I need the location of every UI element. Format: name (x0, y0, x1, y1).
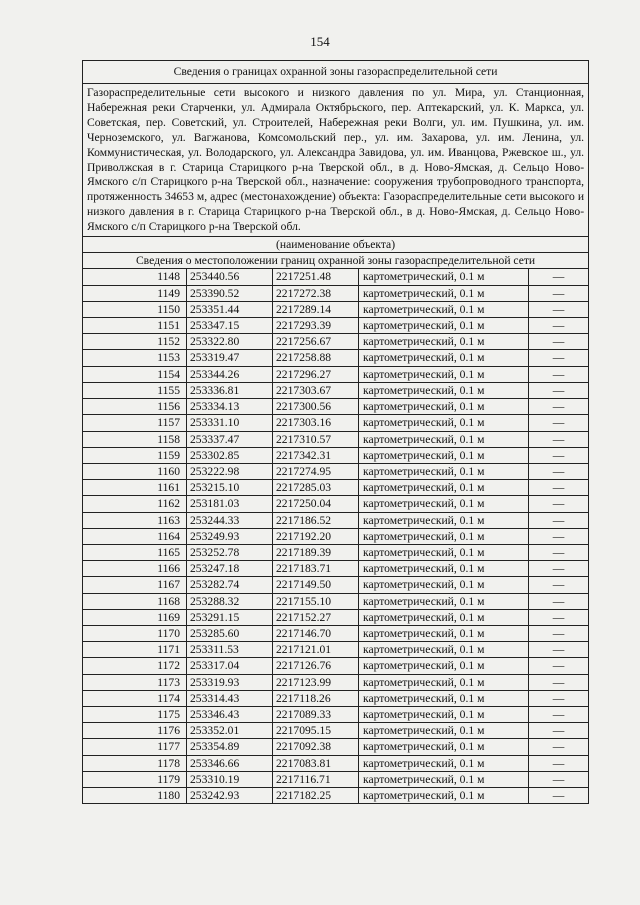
point-number-cell: 1170 (83, 625, 187, 641)
y-coordinate-cell: 2217296.27 (273, 366, 359, 382)
y-coordinate-cell: 2217083.81 (273, 755, 359, 771)
boundary-table (82, 60, 589, 804)
point-number-cell: 1172 (83, 658, 187, 674)
point-number-cell: 1166 (83, 561, 187, 577)
point-number-cell: 1149 (83, 285, 187, 301)
x-coordinate-cell: 253352.01 (187, 723, 273, 739)
method-cell: картометрический, 0.1 м (359, 334, 529, 350)
note-cell: — (529, 674, 589, 690)
note-cell: — (529, 771, 589, 787)
x-coordinate-cell: 253291.15 (187, 609, 273, 625)
note-cell: — (529, 706, 589, 722)
point-number-cell: 1162 (83, 496, 187, 512)
note-cell: — (529, 528, 589, 544)
y-coordinate-cell: 2217303.16 (273, 415, 359, 431)
point-number-cell: 1165 (83, 544, 187, 560)
note-cell: — (529, 658, 589, 674)
method-cell: картометрический, 0.1 м (359, 706, 529, 722)
method-cell: картометрический, 0.1 м (359, 625, 529, 641)
x-coordinate-cell: 253244.33 (187, 512, 273, 528)
table-row (83, 787, 589, 803)
point-number-cell: 1161 (83, 480, 187, 496)
x-coordinate-cell: 253347.15 (187, 318, 273, 334)
y-coordinate-cell: 2217274.95 (273, 463, 359, 479)
x-coordinate-cell: 253282.74 (187, 577, 273, 593)
method-cell: картометрический, 0.1 м (359, 285, 529, 301)
x-coordinate-cell: 253285.60 (187, 625, 273, 641)
y-coordinate-cell: 2217300.56 (273, 399, 359, 415)
point-number-cell: 1158 (83, 431, 187, 447)
point-number-cell: 1176 (83, 723, 187, 739)
x-coordinate-cell: 253310.19 (187, 771, 273, 787)
point-number-cell: 1179 (83, 771, 187, 787)
table-row (83, 577, 589, 593)
x-coordinate-cell: 253346.43 (187, 706, 273, 722)
point-number-cell: 1167 (83, 577, 187, 593)
note-cell: — (529, 544, 589, 560)
table-row (83, 480, 589, 496)
note-cell: — (529, 739, 589, 755)
table-row (83, 755, 589, 771)
point-number-cell: 1163 (83, 512, 187, 528)
y-coordinate-cell: 2217152.27 (273, 609, 359, 625)
note-cell: — (529, 577, 589, 593)
table-row (83, 739, 589, 755)
point-number-cell: 1177 (83, 739, 187, 755)
x-coordinate-cell: 253319.93 (187, 674, 273, 690)
table-row (83, 285, 589, 301)
table-row (83, 512, 589, 528)
note-cell: — (529, 350, 589, 366)
note-cell: — (529, 463, 589, 479)
y-coordinate-cell: 2217123.99 (273, 674, 359, 690)
method-cell: картометрический, 0.1 м (359, 528, 529, 544)
location-header: Сведения о местоположении границ охранной зоны газораспределительной сети (83, 253, 589, 269)
point-number-cell: 1178 (83, 755, 187, 771)
x-coordinate-cell: 253346.66 (187, 755, 273, 771)
table-row (83, 318, 589, 334)
table-row (83, 544, 589, 560)
note-cell: — (529, 642, 589, 658)
x-coordinate-cell: 253354.89 (187, 739, 273, 755)
method-cell: картометрический, 0.1 м (359, 674, 529, 690)
y-coordinate-cell: 2217126.76 (273, 658, 359, 674)
table-row (83, 431, 589, 447)
x-coordinate-cell: 253314.43 (187, 690, 273, 706)
object-caption: (наименование объекта) (83, 237, 589, 253)
point-number-cell: 1160 (83, 463, 187, 479)
x-coordinate-cell: 253222.98 (187, 463, 273, 479)
method-cell: картометрический, 0.1 м (359, 739, 529, 755)
point-number-cell: 1152 (83, 334, 187, 350)
table-row (83, 301, 589, 317)
note-cell: — (529, 431, 589, 447)
table-row (83, 350, 589, 366)
method-cell: картометрический, 0.1 м (359, 399, 529, 415)
method-cell: картометрический, 0.1 м (359, 755, 529, 771)
location-header-row (83, 253, 589, 269)
object-description: Газораспределительные сети высокого и низкого давления по ул. Мира, ул. Станционная, Набережная реки Старченки, ул. Адмирала Октябрьского, пер. Аптекарский, ул. К. Маркса, ул. Советская, пер. Советский, ул. Строителей, Набережная реки Волги, ул. им. Пушкина, ул. им. Черноземского, ул. Вагжанова, Комсомольский пер., ул. им. Захарова, ул. им. Ленина, ул. Коммунистическая, ул. Володарского, ул. Александра Завидова, ул. им. Иванцова, Ржевское ш., ул. Приволжская в г. Старица Старицкого р-на Тверской обл., в д. Ново-Ямская, д. Сельцо Ново-Ямского с/п Старицкого р-на Тверской обл., назначение: сооружения трубопроводного транспорта, протяженность 34653 м, адрес (местонахождение) объекта: Газораспределительные сети высокого и низкого давления в г. Старица Старицкого р-на Тверской обл., в д. Ново-Ямская, д. Сельцо Ново-Ямского с/п Старицкого р-на Тверской обл. (83, 84, 589, 237)
table-row (83, 561, 589, 577)
point-number-cell: 1155 (83, 382, 187, 398)
method-cell: картометрический, 0.1 м (359, 690, 529, 706)
note-cell: — (529, 723, 589, 739)
table-row (83, 382, 589, 398)
table-row (83, 447, 589, 463)
point-number-cell: 1173 (83, 674, 187, 690)
x-coordinate-cell: 253336.81 (187, 382, 273, 398)
note-cell: — (529, 787, 589, 803)
note-cell: — (529, 366, 589, 382)
y-coordinate-cell: 2217289.14 (273, 301, 359, 317)
x-coordinate-cell: 253337.47 (187, 431, 273, 447)
y-coordinate-cell: 2217192.20 (273, 528, 359, 544)
table-row (83, 415, 589, 431)
x-coordinate-cell: 253215.10 (187, 480, 273, 496)
table-row (83, 366, 589, 382)
point-number-cell: 1164 (83, 528, 187, 544)
y-coordinate-cell: 2217095.15 (273, 723, 359, 739)
note-cell: — (529, 285, 589, 301)
x-coordinate-cell: 253322.80 (187, 334, 273, 350)
note-cell: — (529, 625, 589, 641)
method-cell: картометрический, 0.1 м (359, 415, 529, 431)
method-cell: картометрический, 0.1 м (359, 301, 529, 317)
note-cell: — (529, 480, 589, 496)
note-cell: — (529, 318, 589, 334)
method-cell: картометрический, 0.1 м (359, 593, 529, 609)
y-coordinate-cell: 2217293.39 (273, 318, 359, 334)
x-coordinate-cell: 253351.44 (187, 301, 273, 317)
y-coordinate-cell: 2217310.57 (273, 431, 359, 447)
y-coordinate-cell: 2217285.03 (273, 480, 359, 496)
table-row (83, 723, 589, 739)
point-number-cell: 1150 (83, 301, 187, 317)
y-coordinate-cell: 2217189.39 (273, 544, 359, 560)
x-coordinate-cell: 253288.32 (187, 593, 273, 609)
y-coordinate-cell: 2217186.52 (273, 512, 359, 528)
method-cell: картометрический, 0.1 м (359, 787, 529, 803)
method-cell: картометрический, 0.1 м (359, 544, 529, 560)
table-row (83, 463, 589, 479)
note-cell: — (529, 415, 589, 431)
description-row (83, 84, 589, 237)
note-cell: — (529, 447, 589, 463)
x-coordinate-cell: 253247.18 (187, 561, 273, 577)
table-row (83, 528, 589, 544)
object-caption-row (83, 237, 589, 253)
x-coordinate-cell: 253311.53 (187, 642, 273, 658)
method-cell: картометрический, 0.1 м (359, 723, 529, 739)
point-number-cell: 1169 (83, 609, 187, 625)
table-row (83, 625, 589, 641)
y-coordinate-cell: 2217155.10 (273, 593, 359, 609)
method-cell: картометрический, 0.1 м (359, 512, 529, 528)
method-cell: картометрический, 0.1 м (359, 609, 529, 625)
y-coordinate-cell: 2217149.50 (273, 577, 359, 593)
table-row (83, 674, 589, 690)
x-coordinate-cell: 253181.03 (187, 496, 273, 512)
table-row (83, 706, 589, 722)
method-cell: картометрический, 0.1 м (359, 350, 529, 366)
method-cell: картометрический, 0.1 м (359, 561, 529, 577)
method-cell: картометрический, 0.1 м (359, 658, 529, 674)
y-coordinate-cell: 2217121.01 (273, 642, 359, 658)
note-cell: — (529, 593, 589, 609)
x-coordinate-cell: 253317.04 (187, 658, 273, 674)
x-coordinate-cell: 253252.78 (187, 544, 273, 560)
page-number: 154 (310, 34, 330, 49)
note-cell: — (529, 609, 589, 625)
note-cell: — (529, 301, 589, 317)
note-cell: — (529, 512, 589, 528)
method-cell: картометрический, 0.1 м (359, 463, 529, 479)
note-cell: — (529, 755, 589, 771)
method-cell: картометрический, 0.1 м (359, 269, 529, 285)
y-coordinate-cell: 2217272.38 (273, 285, 359, 301)
note-cell: — (529, 561, 589, 577)
y-coordinate-cell: 2217342.31 (273, 447, 359, 463)
method-cell: картометрический, 0.1 м (359, 431, 529, 447)
x-coordinate-cell: 253344.26 (187, 366, 273, 382)
table-row (83, 334, 589, 350)
point-number-cell: 1157 (83, 415, 187, 431)
point-number-cell: 1168 (83, 593, 187, 609)
x-coordinate-cell: 253334.13 (187, 399, 273, 415)
table-row (83, 642, 589, 658)
table-row (83, 399, 589, 415)
point-number-cell: 1174 (83, 690, 187, 706)
note-cell: — (529, 496, 589, 512)
note-cell: — (529, 690, 589, 706)
method-cell: картометрический, 0.1 м (359, 771, 529, 787)
note-cell: — (529, 334, 589, 350)
title-row (83, 61, 589, 84)
y-coordinate-cell: 2217182.25 (273, 787, 359, 803)
method-cell: картометрический, 0.1 м (359, 480, 529, 496)
note-cell: — (529, 269, 589, 285)
table-row (83, 690, 589, 706)
y-coordinate-cell: 2217116.71 (273, 771, 359, 787)
point-number-cell: 1154 (83, 366, 187, 382)
x-coordinate-cell: 253331.10 (187, 415, 273, 431)
method-cell: картометрический, 0.1 м (359, 366, 529, 382)
point-number-cell: 1153 (83, 350, 187, 366)
table-row (83, 609, 589, 625)
method-cell: картометрический, 0.1 м (359, 318, 529, 334)
y-coordinate-cell: 2217256.67 (273, 334, 359, 350)
x-coordinate-cell: 253302.85 (187, 447, 273, 463)
x-coordinate-cell: 253440.56 (187, 269, 273, 285)
table-row (83, 269, 589, 285)
x-coordinate-cell: 253319.47 (187, 350, 273, 366)
y-coordinate-cell: 2217303.67 (273, 382, 359, 398)
note-cell: — (529, 382, 589, 398)
x-coordinate-cell: 253249.93 (187, 528, 273, 544)
y-coordinate-cell: 2217146.70 (273, 625, 359, 641)
point-number-cell: 1159 (83, 447, 187, 463)
method-cell: картометрический, 0.1 м (359, 447, 529, 463)
point-number-cell: 1156 (83, 399, 187, 415)
y-coordinate-cell: 2217092.38 (273, 739, 359, 755)
y-coordinate-cell: 2217258.88 (273, 350, 359, 366)
point-number-cell: 1148 (83, 269, 187, 285)
method-cell: картометрический, 0.1 м (359, 577, 529, 593)
y-coordinate-cell: 2217251.48 (273, 269, 359, 285)
y-coordinate-cell: 2217118.26 (273, 690, 359, 706)
point-number-cell: 1180 (83, 787, 187, 803)
y-coordinate-cell: 2217183.71 (273, 561, 359, 577)
table-row (83, 658, 589, 674)
method-cell: картометрический, 0.1 м (359, 642, 529, 658)
note-cell: — (529, 399, 589, 415)
table-row (83, 771, 589, 787)
table-row (83, 593, 589, 609)
table-title: Сведения о границах охранной зоны газораспределительной сети (83, 61, 589, 84)
point-number-cell: 1175 (83, 706, 187, 722)
table-row (83, 496, 589, 512)
point-number-cell: 1171 (83, 642, 187, 658)
y-coordinate-cell: 2217089.33 (273, 706, 359, 722)
x-coordinate-cell: 253242.93 (187, 787, 273, 803)
method-cell: картометрический, 0.1 м (359, 496, 529, 512)
point-number-cell: 1151 (83, 318, 187, 334)
y-coordinate-cell: 2217250.04 (273, 496, 359, 512)
x-coordinate-cell: 253390.52 (187, 285, 273, 301)
method-cell: картометрический, 0.1 м (359, 382, 529, 398)
